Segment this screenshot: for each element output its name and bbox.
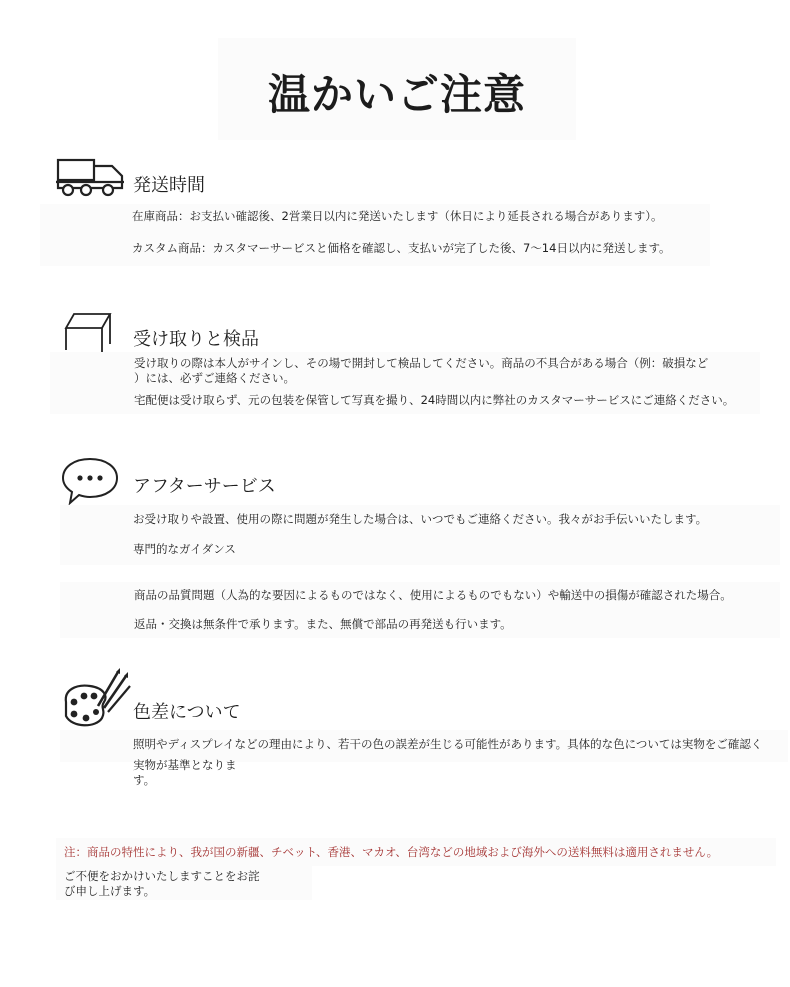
color-line-standard-cont: す。 xyxy=(133,773,156,787)
aftersales-line-guidance: 専門的なガイダンス xyxy=(133,542,236,556)
section-heading-receipt: 受け取りと検品 xyxy=(133,329,259,350)
shipping-line-custom: カスタム商品：カスタマーサービスと価格を確認し、支払いが完了した後、7〜14日以内に発送します。 xyxy=(132,241,671,255)
page-title: 温かいご注意 xyxy=(267,70,526,119)
section-heading-shipping: 発送時間 xyxy=(133,175,205,196)
apology-line-1: ご不便をおかけいたしますことをお詫 xyxy=(64,869,260,883)
shipping-exclusion-note: 注：商品の特性により、我が国の新疆、チベット、香港、マカオ、台湾などの地域および海外への送料無料は適用されません。 xyxy=(64,845,719,859)
receipt-line-sign: 受け取りの際は本人がサインし、その場で開封して検品してください。商品の不具合がある場合（例：破損など xyxy=(134,356,709,370)
aftersales-line-return: 返品・交換は無条件で承ります。また、無償で部品の再発送も行います。 xyxy=(134,617,512,631)
shipping-line-stock: 在庫商品：お支払い確認後、2営業日以内に発送いたします（休日により延長される場合があります）。 xyxy=(132,209,663,223)
apology-line-2: び申し上げます。 xyxy=(64,884,156,898)
section-heading-aftersales: アフターサービス xyxy=(133,476,276,497)
palette-icon xyxy=(58,666,136,736)
aftersales-line-quality: 商品の品質問題（人為的な要因によるものではなく、使用によるものでもない）や輸送中の損傷が確認された場合。 xyxy=(134,588,732,602)
aftersales-line-contact: お受け取りや設置、使用の際に問題が発生した場合は、いつでもご連絡ください。我々がお手伝いいたします。 xyxy=(133,512,708,526)
color-line-standard: 実物が基準となりま xyxy=(133,758,237,772)
chat-bubble-icon xyxy=(60,456,120,506)
receipt-line-sign-cont: ）には、必ずご連絡ください。 xyxy=(134,371,295,385)
receipt-line-courier: 宅配便は受け取らず、元の包装を保管して写真を撮り、24時間以内に弊社のカスタマーサービスにご連絡ください。 xyxy=(134,393,735,407)
truck-icon xyxy=(54,156,134,200)
color-line-variance: 照明やディスプレイなどの理由により、若干の色の誤差が生じる可能性があります。具体的な色については実物をご確認く xyxy=(133,737,763,751)
section-heading-color: 色差について xyxy=(133,702,241,723)
